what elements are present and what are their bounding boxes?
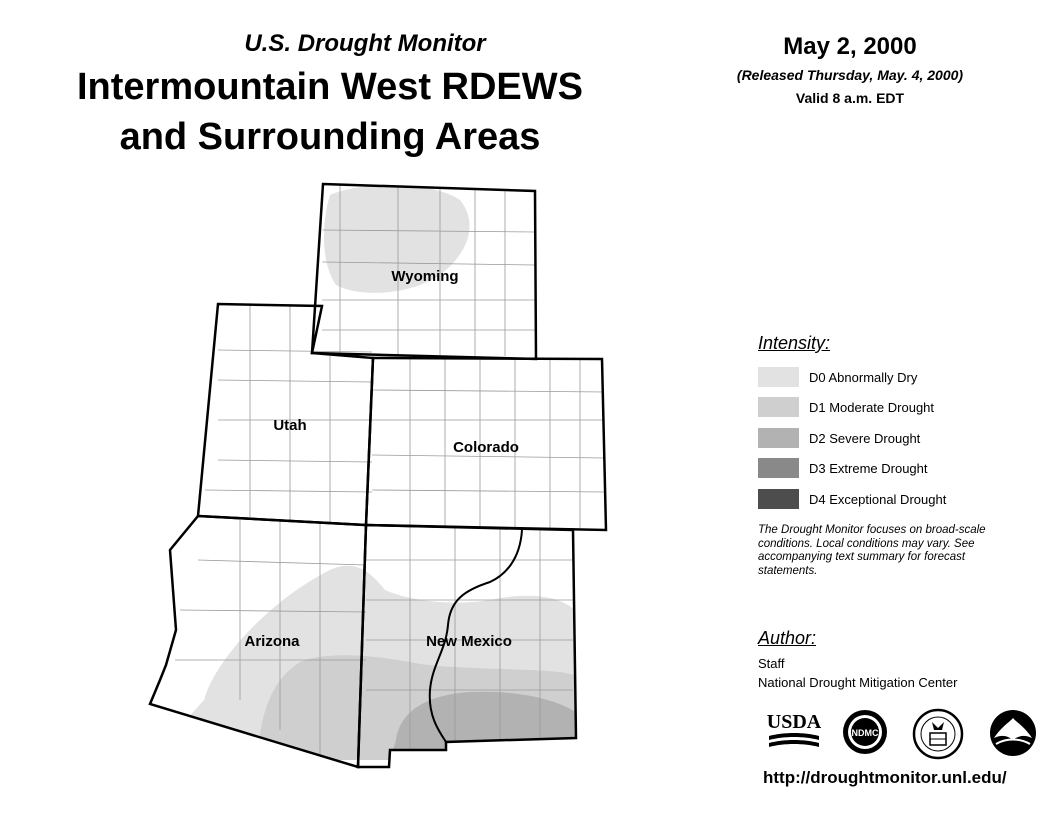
usda-logo-text: USDA: [766, 711, 822, 733]
map-title-line2: and Surrounding Areas: [119, 116, 541, 158]
disclaimer-text: The Drought Monitor focuses on broad-scale conditions. Local conditions may vary. See accompanying text summary for forecast statements.: [758, 524, 986, 577]
state-label-arizona: Arizona: [244, 633, 300, 650]
state-label-wyoming: Wyoming: [391, 268, 459, 285]
legend-label-d2: D2 Severe Drought: [809, 430, 921, 446]
state-label-colorado: Colorado: [453, 439, 519, 456]
commerce-seal-icon: [912, 708, 964, 760]
legend-swatch-d4: [758, 489, 799, 509]
legend-label-d3: D3 Extreme Drought: [809, 460, 928, 476]
author-organization: National Drought Mitigation Center: [758, 675, 958, 690]
legend-heading: Intensity:: [758, 333, 831, 353]
legend-label-d0: D0 Abnormally Dry: [809, 369, 918, 385]
legend-item-d0: [758, 366, 917, 388]
legend-item-d3: [758, 457, 928, 479]
legend-label-d1: D1 Moderate Drought: [809, 399, 935, 415]
usda-logo-icon: [766, 708, 822, 754]
legend-swatch-d1: [758, 397, 799, 417]
ndmc-logo-text: NDMC: [851, 728, 879, 738]
author-heading: Author:: [758, 628, 817, 648]
author-name: Staff: [758, 656, 785, 671]
map-subtitle: U.S. Drought Monitor: [244, 30, 486, 57]
noaa-logo-icon: [988, 708, 1038, 758]
legend-label-d4: D4 Exceptional Drought: [809, 491, 947, 507]
legend-swatch-d0: [758, 367, 799, 387]
ndmc-logo-icon: [841, 708, 889, 756]
valid-time: Valid 8 a.m. EDT: [795, 90, 905, 106]
release-date: (Released Thursday, May. 4, 2000): [736, 67, 964, 83]
legend-item-d4: [758, 488, 946, 510]
state-label-utah: Utah: [273, 417, 307, 434]
map-date: May 2, 2000: [783, 33, 917, 60]
drought-areas: [150, 185, 580, 760]
website-url[interactable]: http://droughtmonitor.unl.edu/: [763, 768, 1007, 787]
legend-item-d1: [758, 396, 934, 418]
legend-item-d2: [758, 427, 920, 449]
state-label-new-mexico: New Mexico: [426, 633, 512, 650]
legend-swatch-d3: [758, 458, 799, 478]
legend-swatch-d2: [758, 428, 799, 448]
map-title-line1: Intermountain West RDEWS: [77, 66, 583, 108]
